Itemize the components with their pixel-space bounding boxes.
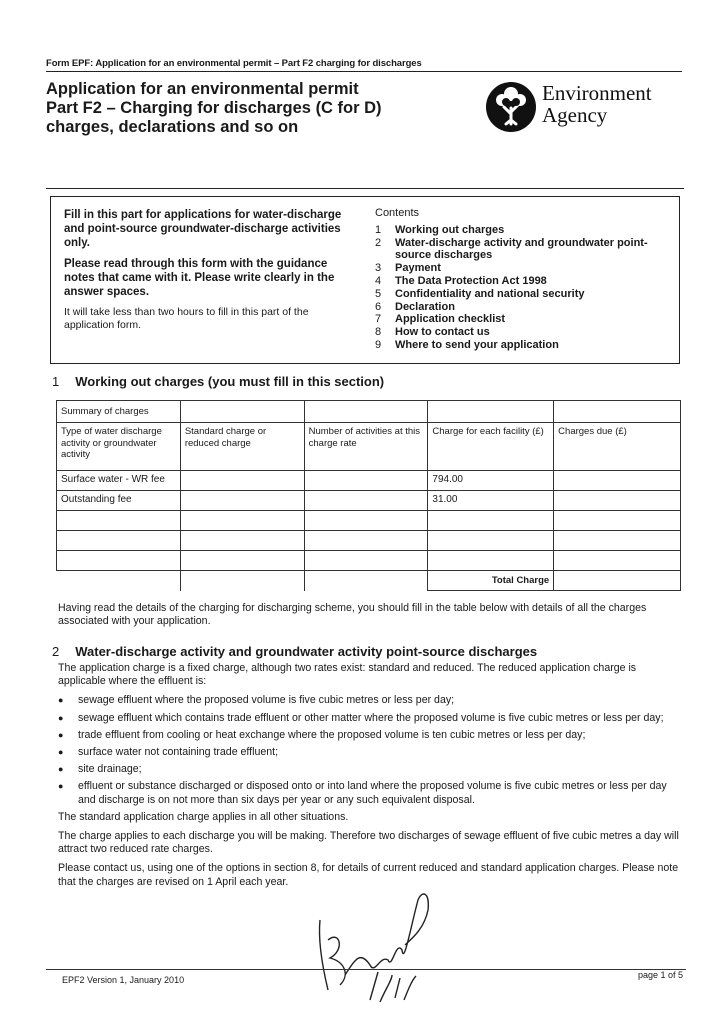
title-line-1: Application for an environmental permit (46, 80, 359, 98)
handwritten-signature (300, 880, 460, 1020)
table-row (57, 491, 681, 511)
table-summary-row (57, 401, 681, 423)
intro-text (64, 208, 354, 339)
list-item: ● effluent or substance discharged or disposed onto or into land where the proposed volume is five cubic metres or less per day and discharge is on not more than six days per year or any such equivalent disposal. (58, 780, 684, 806)
intro-bold-2: Please read through this form with the guidance notes that came with it. Please write clearly in the answer spaces. (64, 258, 335, 298)
charges-table (56, 400, 681, 591)
contents-item: 5 Confidentiality and national security (375, 287, 585, 300)
section-2-number: 2 (52, 644, 60, 659)
total-charge-value[interactable] (554, 571, 681, 591)
total-charge-label: Total Charge (428, 571, 554, 591)
cell-charge-each[interactable] (428, 511, 554, 531)
intro-bold-1: Fill in this part for applications for water-discharge and point-source groundwater-discharge activities only. (64, 209, 342, 249)
cell-charges-due[interactable] (554, 491, 681, 511)
cell-rate[interactable] (180, 511, 304, 531)
table-total-row (57, 571, 681, 591)
cell-charge-each[interactable] (428, 531, 554, 551)
list-item: ● surface water not containing trade effluent; (58, 746, 684, 759)
cell-count[interactable] (304, 531, 428, 551)
contents-item: 3 Payment (375, 262, 441, 275)
contents-item: 9 Where to send your application (375, 338, 559, 351)
section-1-note: Having read the details of the charging for discharging scheme, you should fill in the table below with details of all the charges associated with your application. (58, 602, 647, 628)
paragraph: The standard application charge applies in all other situations. (58, 810, 349, 823)
col-header-charges-due: Charges due (£) (554, 423, 681, 471)
cell-rate[interactable] (180, 531, 304, 551)
list-item: ● site drainage; (58, 763, 684, 776)
contents-item: 2 Water-discharge activity and groundwater point-source discharges (375, 236, 648, 262)
page-number: page 1 of 5 (638, 970, 684, 980)
col-header-rate: Standard charge or reduced charge (180, 423, 304, 471)
logo-line-2: Agency (542, 103, 608, 127)
cell-rate[interactable] (180, 491, 304, 511)
cell-type[interactable] (57, 551, 181, 571)
version-footer: EPF2 Version 1, January 2010 (62, 975, 185, 985)
cell-count[interactable] (304, 491, 428, 511)
header-rule (46, 71, 682, 72)
col-header-type: Type of water discharge activity or groundwater activity (57, 423, 181, 471)
cell-charge-each[interactable]: 794.00 (428, 471, 554, 491)
contents-item: 1 Working out charges (375, 223, 505, 236)
list-item: ● trade effluent from cooling or heat exchange where the proposed volume is ten cubic metres or less per day; (58, 729, 684, 742)
cell-type[interactable] (57, 531, 181, 551)
cell-charges-due[interactable] (554, 531, 681, 551)
logo-line-1: Environment (542, 81, 652, 105)
list-item: ● sewage effluent where the proposed volume is five cubic metres or less per day; (58, 694, 684, 707)
contents-item: 7 Application checklist (375, 313, 506, 326)
cell-charges-due[interactable] (554, 471, 681, 491)
cell-type[interactable] (57, 511, 181, 531)
section-1-heading (52, 374, 384, 389)
cell-charges-due[interactable] (554, 551, 681, 571)
section-1-number: 1 (52, 374, 60, 389)
cell-charge-each[interactable]: 31.00 (428, 491, 554, 511)
contents-list (375, 207, 675, 352)
table-header-row (57, 423, 681, 471)
section-1-title: Working out charges (you must fill in this section) (75, 374, 385, 389)
agency-logo-text (542, 82, 652, 126)
summary-label: Summary of charges (57, 401, 181, 423)
cell-type[interactable]: Outstanding fee (57, 491, 181, 511)
section-divider (46, 188, 684, 189)
cell-count[interactable] (304, 551, 428, 571)
paragraph: Please contact us, using one of the options in section 8, for details of current reduced and standard application charges. Please note that the charges are revised on 1 April each year. (58, 862, 679, 888)
paragraph: The charge applies to each discharge you will be making. Therefore two discharges of sewage effluent of five cubic metres a day will attract two reduced rate charges. (58, 830, 679, 856)
list-item: ● sewage effluent which contains trade effluent or other matter where the proposed volume is five cubic metres or less per day; (58, 712, 684, 725)
section-2-intro: The application charge is a fixed charge, although two rates exist: standard and reduced. The reduced application charge is applicable where the effluent is: (58, 662, 637, 688)
page-title (46, 80, 466, 137)
cell-count[interactable] (304, 471, 428, 491)
intro-time-note: It will take less than two hours to fill in this part of the application form. (64, 306, 309, 331)
col-header-count: Number of activities at this charge rate (304, 423, 428, 471)
table-row (57, 511, 681, 531)
contents-heading: Contents (375, 207, 420, 219)
cell-count[interactable] (304, 511, 428, 531)
form-identifier: Form EPF: Application for an environmental permit – Part F2 charging for discharges (46, 58, 422, 69)
table-row (57, 551, 681, 571)
col-header-charge-each: Charge for each facility (£) (428, 423, 554, 471)
title-line-2: Part F2 – Charging for discharges (C for D) (46, 99, 382, 117)
tree-logo-icon (484, 80, 538, 134)
section-2-heading (52, 644, 537, 659)
footer-rule (46, 969, 686, 970)
cell-charges-due[interactable] (554, 511, 681, 531)
reduced-charge-list (58, 694, 684, 806)
table-row (57, 471, 681, 491)
section-2-title: Water-discharge activity and groundwater activity point-source discharges (75, 644, 538, 659)
table-row (57, 531, 681, 551)
cell-rate[interactable] (180, 551, 304, 571)
cell-charge-each[interactable] (428, 551, 554, 571)
section-2-body (58, 662, 684, 889)
cell-type[interactable]: Surface water - WR fee (57, 471, 181, 491)
title-line-3: charges, declarations and so on (46, 118, 299, 136)
contents-item: 8 How to contact us (375, 326, 490, 339)
contents-item: 4 The Data Protection Act 1998 (375, 274, 547, 287)
contents-item: 6 Declaration (375, 300, 455, 313)
cell-rate[interactable] (180, 471, 304, 491)
